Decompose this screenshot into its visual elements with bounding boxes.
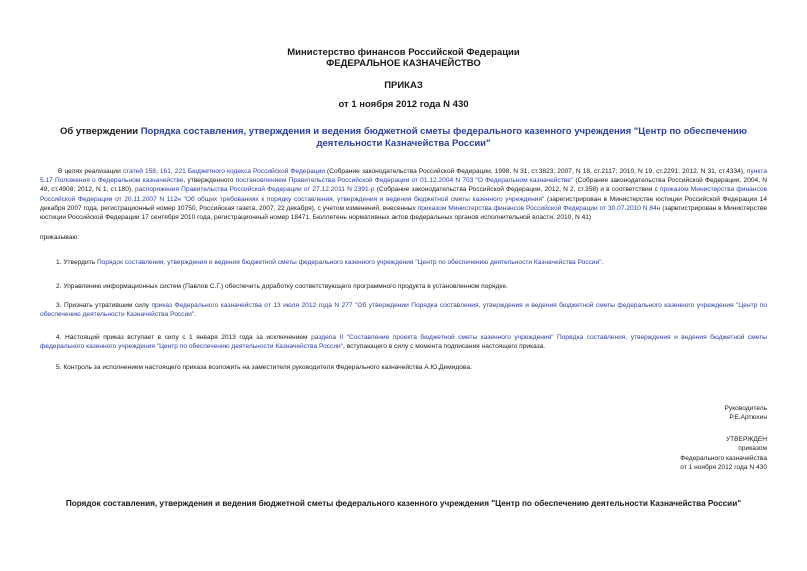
signature-role: Руководитель	[724, 405, 767, 412]
item-1	[40, 258, 767, 267]
approval-line-2: приказом	[738, 445, 767, 453]
document-title	[40, 126, 767, 150]
item-4-end: , вступающего в силу с момента подписания настоящего приказа.	[343, 343, 546, 351]
item-5: 5. Контроль за исполнением настоящего приказа возложить на заместителя руководителя Федерального казначейства А.Ю.Демидова.	[56, 364, 472, 371]
approval-block	[680, 435, 767, 473]
title-prefix: Об утверждении	[59, 126, 141, 137]
item-1-end: .	[601, 259, 604, 266]
link-order-277[interactable]: приказ Федерального казначейства от 13 июля 2012 года N 277 "Об утверждении Порядка составления, утверждения и ведения бюджетной сметы федерального казенного учреждения "Центр по обеспечению деятельности Казначейства России"	[40, 302, 767, 319]
signature-name: Р.Е.Артюхин	[729, 414, 767, 422]
approval-line-4: от 1 ноября 2012 года N 430	[680, 464, 767, 472]
intro-text-6: (зарегистрирован в Министерстве юстиции Российской Федерации 14 декабря 2007 года, регистрационный номер 10750, Российская газета, 2007, 22 декабря), с учетом изменений, внесенных	[40, 195, 767, 212]
item-4-text: 4. Настоящий приказ вступает в силу с 1 января 2013 года за исключением	[56, 334, 312, 341]
item-3	[40, 301, 767, 319]
link-minfin-order-112n[interactable]: приказом Министерства финансов Российской Федерации от 20.11.2007 N 112н "Об общих требованиях к порядку составления, утверждения и ведения бюджетной сметы казенного учреждения"	[40, 186, 767, 203]
intro-text-5: (Собрание законодательства Российской Федерации, 2012, N 2, ст.358) и в соответствии с	[374, 186, 660, 194]
item-3-text: 3. Признать утратившим силу	[56, 302, 152, 309]
item-1-text: 1. Утвердить	[56, 259, 97, 266]
order-date: от 1 ноября 2012 года N 430	[338, 99, 469, 110]
order-keyword: приказываю:	[40, 234, 80, 241]
order-heading: ПРИКАЗ	[384, 80, 423, 91]
link-procedure[interactable]: Порядок составления, утверждения и ведения бюджетной сметы федерального казенного учреждения "Центр по обеспечению деятельности Казначейства России"	[96, 259, 602, 266]
link-minfin-order-84n[interactable]: приказом Министерства финансов Российской Федерации от 30.07.2010 N 84н	[417, 204, 661, 212]
link-government-resolution[interactable]: постановлением Правительства Российской Федерации от 01.12.2004 N 703 "О Федеральном казначействе"	[235, 177, 574, 185]
intro-paragraph	[40, 167, 767, 222]
signature-block	[725, 404, 767, 423]
intro-text-2: (Собрание законодательства Российской Федерации, 1998, N 31, ст.3823; 2007, N 18, ст.2117; 2010, N 19, ст.2291; 2012, N 31, ст.4334),	[324, 168, 747, 175]
approval-line-1: УТВЕРЖДЕН	[725, 436, 767, 443]
item-2: 2. Управлению информационных систем (Павлов С.Г.) обеспечить доработку соответствующего программного продукта в установленном порядке.	[56, 283, 508, 290]
item-4	[40, 333, 767, 351]
approval-line-3: Федерального казначейства	[680, 454, 767, 462]
link-government-decree[interactable]: распоряжения Правительства Российской Федерации от 27.12.2011 N 2391-р	[135, 186, 375, 194]
intro-text-4: (Собрание законодательства Российской Федерации, 2004, N 49, ст.4908; 2012, N 1, ст.180),	[40, 177, 767, 194]
intro-text-7: (зарегистрирован в Министерстве юстиции Российской Федерации 17 сентября 2010 года, регистрационный номер 18471, Бюллетень нормативных актов федеральных органов исполнительной власти, 2010, N 41)	[40, 204, 767, 222]
intro-text-3: , утвержденного	[183, 177, 236, 185]
link-budget-code-articles[interactable]: статей 158, 161, 221 Бюджетного кодекса Российской Федерации	[122, 168, 325, 175]
procedure-title: Порядок составления, утверждения и ведения бюджетной сметы федерального казенного учреждения "Центр по обеспечению деятельности Казначейства России"	[65, 499, 742, 508]
link-section-2[interactable]: раздела II "Составление проекта бюджетной сметы казенного учреждения" Порядка составления, утверждения и ведения бюджетной сметы федерального казенного учреждения "Центр по обеспечению деятельности Казначейства России"	[40, 334, 767, 351]
item-3-end: .	[194, 311, 197, 319]
link-regulation-point[interactable]: пункта 5.17 Положения о Федеральном казначействе	[40, 168, 767, 185]
org-name-line1: Министерство финансов Российской Федерации	[287, 47, 520, 58]
intro-text-1: В целях реализации	[58, 168, 123, 175]
org-name-line2: ФЕДЕРАЛЬНОЕ КАЗНАЧЕЙСТВО	[326, 58, 481, 69]
title-link-procedure[interactable]: Порядка составления, утверждения и ведения бюджетной сметы федерального казенного учреждения "Центр по обеспечению деятельности Казначейства России"	[140, 126, 748, 149]
